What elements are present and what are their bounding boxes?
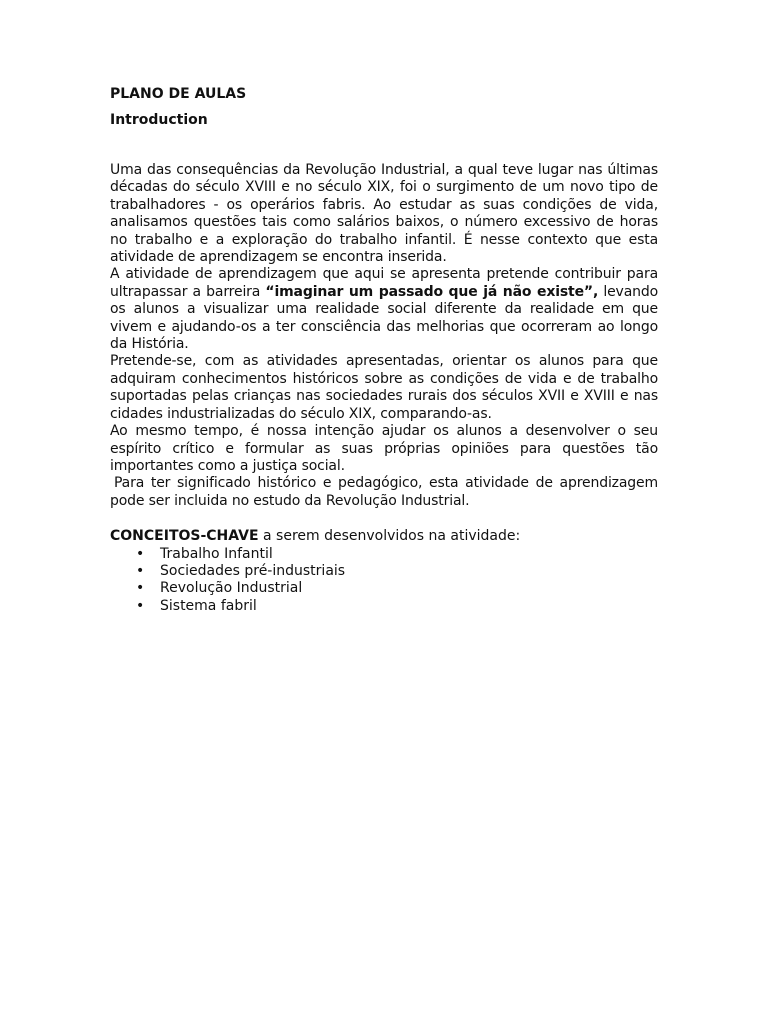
bullet-icon: • xyxy=(136,580,145,597)
list-item-label: Sociedades pré-industriais xyxy=(160,562,346,579)
paragraph-2-end: levando os alunos a visualizar uma realidade social diferente da realidade em que vivem e ajudando-os a ter consciência das melhorias que ocorreram ao longo da História. xyxy=(110,283,658,353)
list-item xyxy=(136,562,658,580)
document-subtitle: Introduction xyxy=(110,112,208,128)
paragraph-3: Pretende-se, com as atividades apresentadas, orientar os alunos para que adquiram conhecimentos históricos sobre as condições de vida e de trabalho suportadas pelas crianças nas sociedades rurais dos séculos XVII e XVIII e nas cidades industrializadas do século XIX, comparando-as. xyxy=(110,353,658,422)
key-concepts-list xyxy=(110,546,658,616)
list-item xyxy=(136,545,658,563)
paragraph-2-quote: “imaginar um passado que já não existe”, xyxy=(265,283,599,300)
key-concepts-label: CONCEITOS-CHAVE xyxy=(110,528,259,545)
list-item xyxy=(136,580,658,597)
document-title: PLANO DE AULAS xyxy=(110,86,247,102)
list-item-label: Sistema fabril xyxy=(160,597,257,614)
paragraph-4: Ao mesmo tempo, é nossa intenção ajudar os alunos a desenvolver o seu espírito crítico e formular as suas próprias opiniões para questões tão importantes como a justiça social. xyxy=(110,423,658,474)
key-concepts-section xyxy=(110,528,658,615)
list-item xyxy=(136,597,658,615)
paragraph-1: Uma das consequências da Revolução Industrial, a qual teve lugar nas últimas décadas do século XVIII e no século XIX, foi o surgimento de um novo tipo de trabalhadores - os operários fabris. Ao estudar as suas condições de vida, analisamos questões tais como salários baixos, o número excessivo de horas no trabalho e a exploração do trabalho infantil. É nesse contexto que esta atividade de aprendizagem se encontra inserida. xyxy=(110,162,658,266)
bullet-icon: • xyxy=(136,562,145,579)
bullet-icon: • xyxy=(136,597,145,614)
paragraph-2 xyxy=(110,266,658,353)
bullet-icon: • xyxy=(136,545,145,562)
list-item-label: Trabalho Infantil xyxy=(160,545,273,562)
key-concepts-heading xyxy=(110,528,658,545)
introduction-body xyxy=(110,162,658,510)
list-item-label: Revolução Industrial xyxy=(160,580,303,597)
key-concepts-heading-rest: a serem desenvolvidos na atividade: xyxy=(258,528,521,545)
paragraph-5: Para ter significado histórico e pedagógico, esta atividade de aprendizagem pode ser incluida no estudo da Revolução Industrial. xyxy=(110,475,658,509)
paragraph-2-start: A atividade de aprendizagem que aqui se apresenta pretende contribuir para ultrapassar a barreira xyxy=(110,266,658,300)
